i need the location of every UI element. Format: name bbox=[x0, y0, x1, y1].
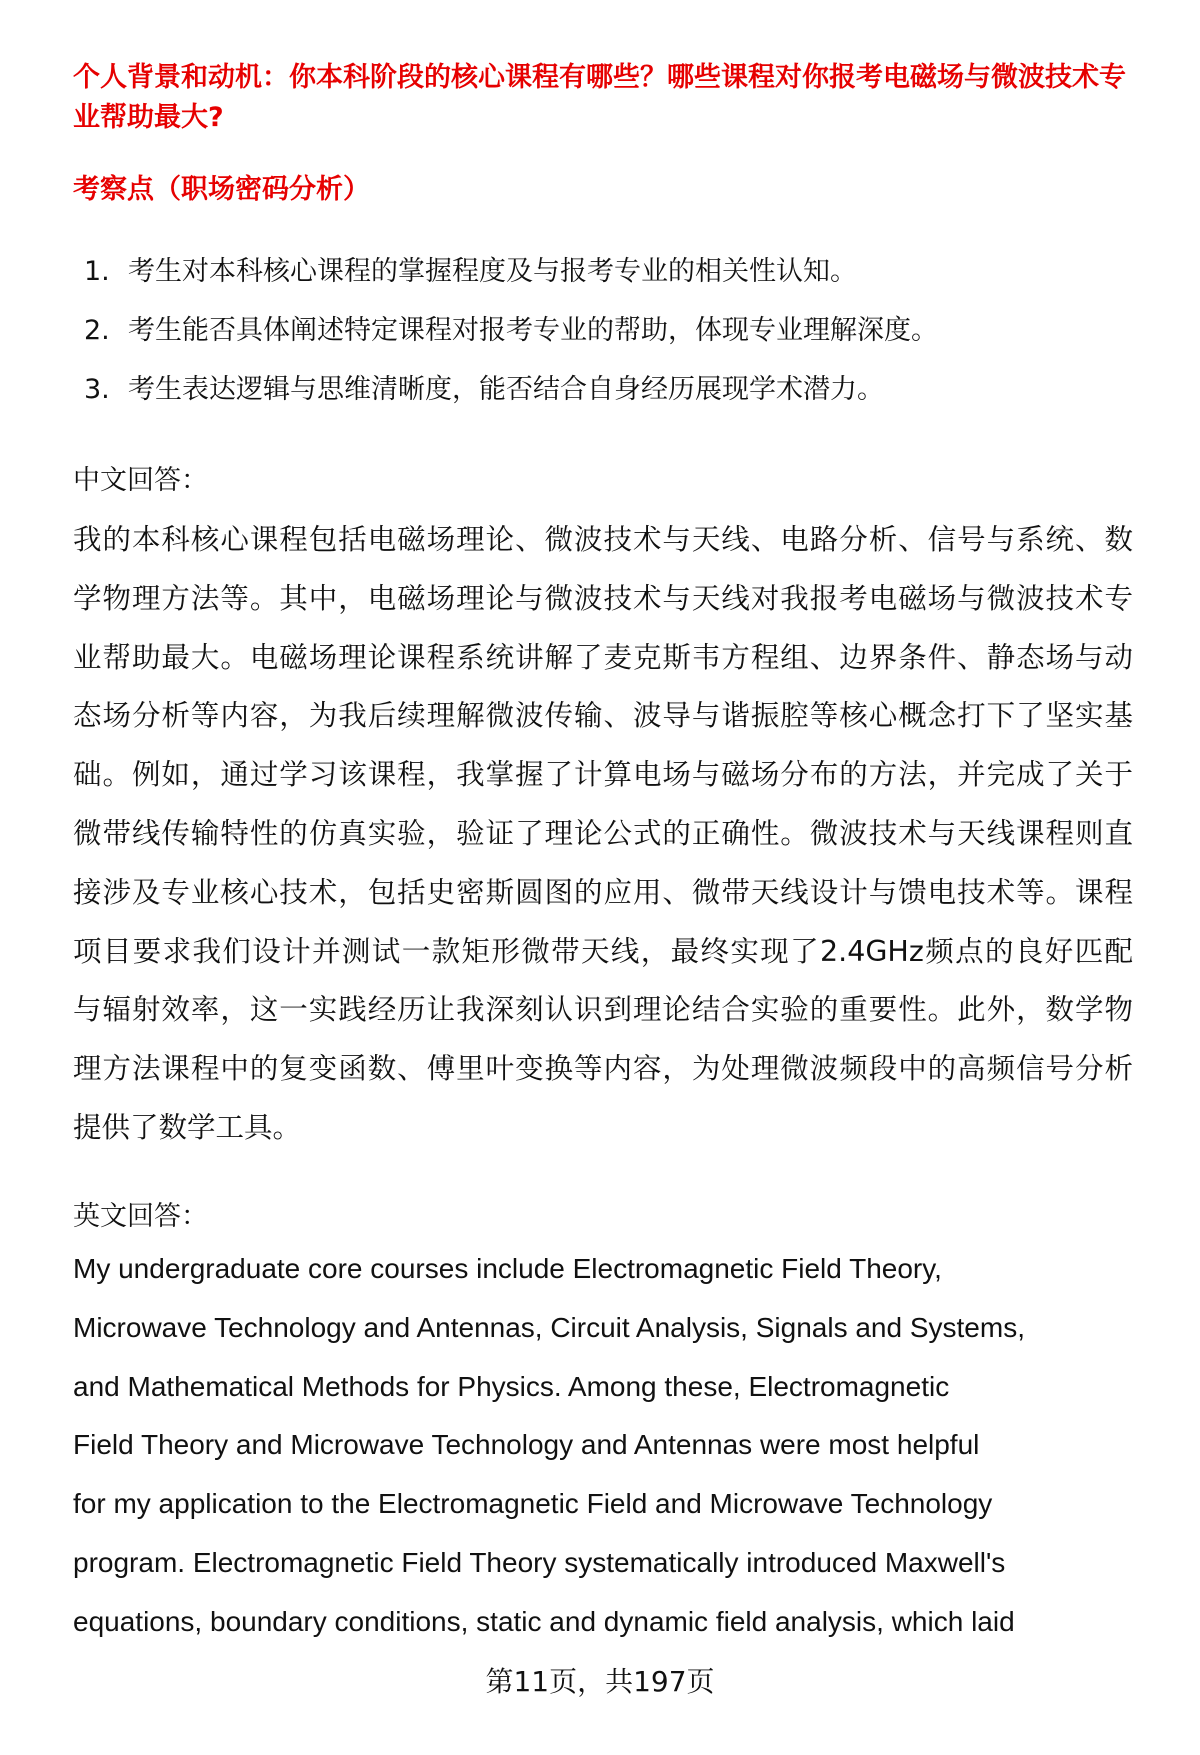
point-text: 考生表达逻辑与思维清晰度，能否结合自身经历展现学术潜力。 bbox=[128, 374, 884, 405]
cn-answer-line: 接涉及专业核心技术，包括史密斯圆图的应用、微带天线设计与馈电技术等。课程 bbox=[73, 875, 1133, 909]
cn-answer-line: 业帮助最大。电磁场理论课程系统讲解了麦克斯韦方程组、边界条件、静态场与动 bbox=[73, 640, 1133, 674]
cn-answer-line: 我的本科核心课程包括电磁场理论、微波技术与天线、电路分析、信号与系统、数 bbox=[73, 523, 1133, 556]
cn-answer-label: 中文回答： bbox=[73, 465, 208, 496]
point-number: 3. bbox=[84, 374, 110, 405]
cn-answer-line: 理方法课程中的复变函数、傅里叶变换等内容，为处理微波频段中的高频信号分析 bbox=[73, 1052, 1133, 1086]
cn-answer-line: 与辐射效率，这一实践经历让我深刻认识到理论结合实验的重要性。此外，数学物 bbox=[73, 993, 1133, 1027]
question-heading: 个人背景和动机：你本科阶段的核心课程有哪些？哪些课程对你报考电磁场与微波技术专业帮助最大? bbox=[73, 62, 1126, 133]
analysis-heading: 考察点（职场密码分析） bbox=[73, 174, 370, 205]
cn-answer-line: 微带线传输特性的仿真实验，验证了理论公式的正确性。微波技术与天线课程则直 bbox=[73, 817, 1133, 850]
en-answer-line: Microwave Technology and Antennas, Circuit Analysis, Signals and Systems, bbox=[73, 1311, 1025, 1343]
analysis-point bbox=[84, 308, 938, 347]
page-footer: 第11页，共197页 bbox=[485, 1665, 715, 1698]
cn-answer-line: 学物理方法等。其中，电磁场理论与微波技术与天线对我报考电磁场与微波技术专 bbox=[73, 581, 1133, 615]
analysis-point bbox=[84, 249, 857, 288]
en-answer-line: for my application to the Electromagnetic Field and Microwave Technology bbox=[73, 1488, 993, 1520]
en-answer-line: My undergraduate core courses include Electromagnetic Field Theory, bbox=[73, 1253, 942, 1284]
point-number: 2. bbox=[84, 315, 110, 346]
point-text: 考生能否具体阐述特定课程对报考专业的帮助，体现专业理解深度。 bbox=[128, 315, 938, 346]
en-answer-label: 英文回答： bbox=[73, 1201, 208, 1232]
analysis-point bbox=[84, 367, 884, 406]
cn-answer-line: 态场分析等内容，为我后续理解微波传输、波导与谐振腔等核心概念打下了坚实基 bbox=[73, 699, 1133, 733]
point-text: 考生对本科核心课程的掌握程度及与报考专业的相关性认知。 bbox=[128, 256, 857, 287]
point-number: 1. bbox=[84, 256, 110, 287]
cn-answer-line: 提供了数学工具。 bbox=[73, 1111, 302, 1144]
en-answer-line: and Mathematical Methods for Physics. Among these, Electromagnetic bbox=[73, 1370, 950, 1402]
en-answer-line: equations, boundary conditions, static and dynamic field analysis, which laid bbox=[73, 1605, 1015, 1637]
cn-answer-line: 项目要求我们设计并测试一款矩形微带天线，最终实现了2.4GHz频点的良好匹配 bbox=[73, 934, 1133, 968]
en-answer-line: program. Electromagnetic Field Theory systematically introduced Maxwell's bbox=[73, 1547, 1006, 1578]
en-answer-line: Field Theory and Microwave Technology and Antennas were most helpful bbox=[73, 1429, 980, 1461]
cn-answer-line: 础。例如，通过学习该课程，我掌握了计算电场与磁场分布的方法，并完成了关于 bbox=[73, 758, 1133, 792]
